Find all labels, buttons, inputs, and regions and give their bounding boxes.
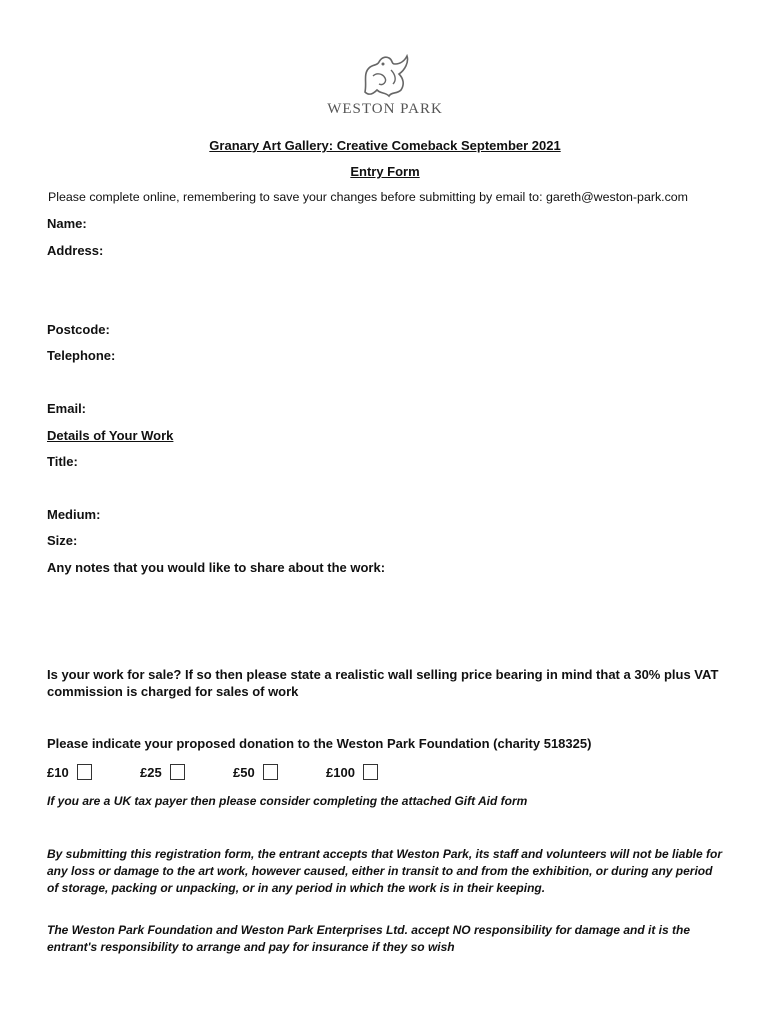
donation-option-50 xyxy=(233,764,278,780)
work-details-heading: Details of Your Work xyxy=(47,428,174,443)
liability-disclaimer: By submitting this registration form, the entrant accepts that Weston Park, its staff and volunteers will not be liable for any loss or damage to the art work, however caused, either in transit to and from the exhibition, or during any period of storage, packing or unpacking, or in any period in which the work is in their keeping. xyxy=(47,847,722,895)
intro-text: Please complete online, remembering to save your changes before submitting by email to: gareth@weston-park.com xyxy=(48,190,689,204)
donation-100-checkbox[interactable] xyxy=(363,764,378,780)
donation-option-label: £10 xyxy=(47,764,69,780)
insurance-disclaimer: The Weston Park Foundation and Weston Park Enterprises Ltd. accept NO responsibility for damage and it is the entrant's responsibility to arrange and pay for insurance if they so wish xyxy=(47,923,691,954)
medium-label: Medium: xyxy=(47,507,101,522)
size-label: Size: xyxy=(47,533,78,548)
donation-option-10 xyxy=(47,764,92,780)
logo-text: WESTON PARK xyxy=(327,101,443,117)
donation-option-label: £25 xyxy=(140,764,162,780)
form-subtitle: Entry Form xyxy=(350,164,420,179)
donation-25-checkbox[interactable] xyxy=(170,764,185,780)
telephone-label: Telephone: xyxy=(47,348,116,363)
donation-option-label: £50 xyxy=(233,764,255,780)
notes-label: Any notes that you would like to share about the work: xyxy=(47,560,386,575)
donation-option-100 xyxy=(326,764,378,780)
donation-50-checkbox[interactable] xyxy=(263,764,278,780)
title-label: Title: xyxy=(47,454,78,469)
gift-aid-note: If you are a UK tax payer then please consider completing the attached Gift Aid form xyxy=(47,794,528,808)
name-label: Name: xyxy=(47,216,87,231)
email-label: Email: xyxy=(47,401,87,416)
postcode-label: Postcode: xyxy=(47,322,110,337)
page-title: Granary Art Gallery: Creative Comeback September 2021 xyxy=(209,138,561,153)
weston-park-lion-crest-icon xyxy=(355,52,417,98)
donation-prompt: Please indicate your proposed donation to the Weston Park Foundation (charity 518325) xyxy=(47,736,592,751)
donation-option-25 xyxy=(140,764,185,780)
address-label: Address: xyxy=(47,243,104,258)
donation-10-checkbox[interactable] xyxy=(77,764,92,780)
donation-option-label: £100 xyxy=(326,764,355,780)
sale-question: Is your work for sale? If so then please state a realistic wall selling price bearing in mind that a 30% plus VAT commission is charged for sales of work xyxy=(47,667,719,699)
